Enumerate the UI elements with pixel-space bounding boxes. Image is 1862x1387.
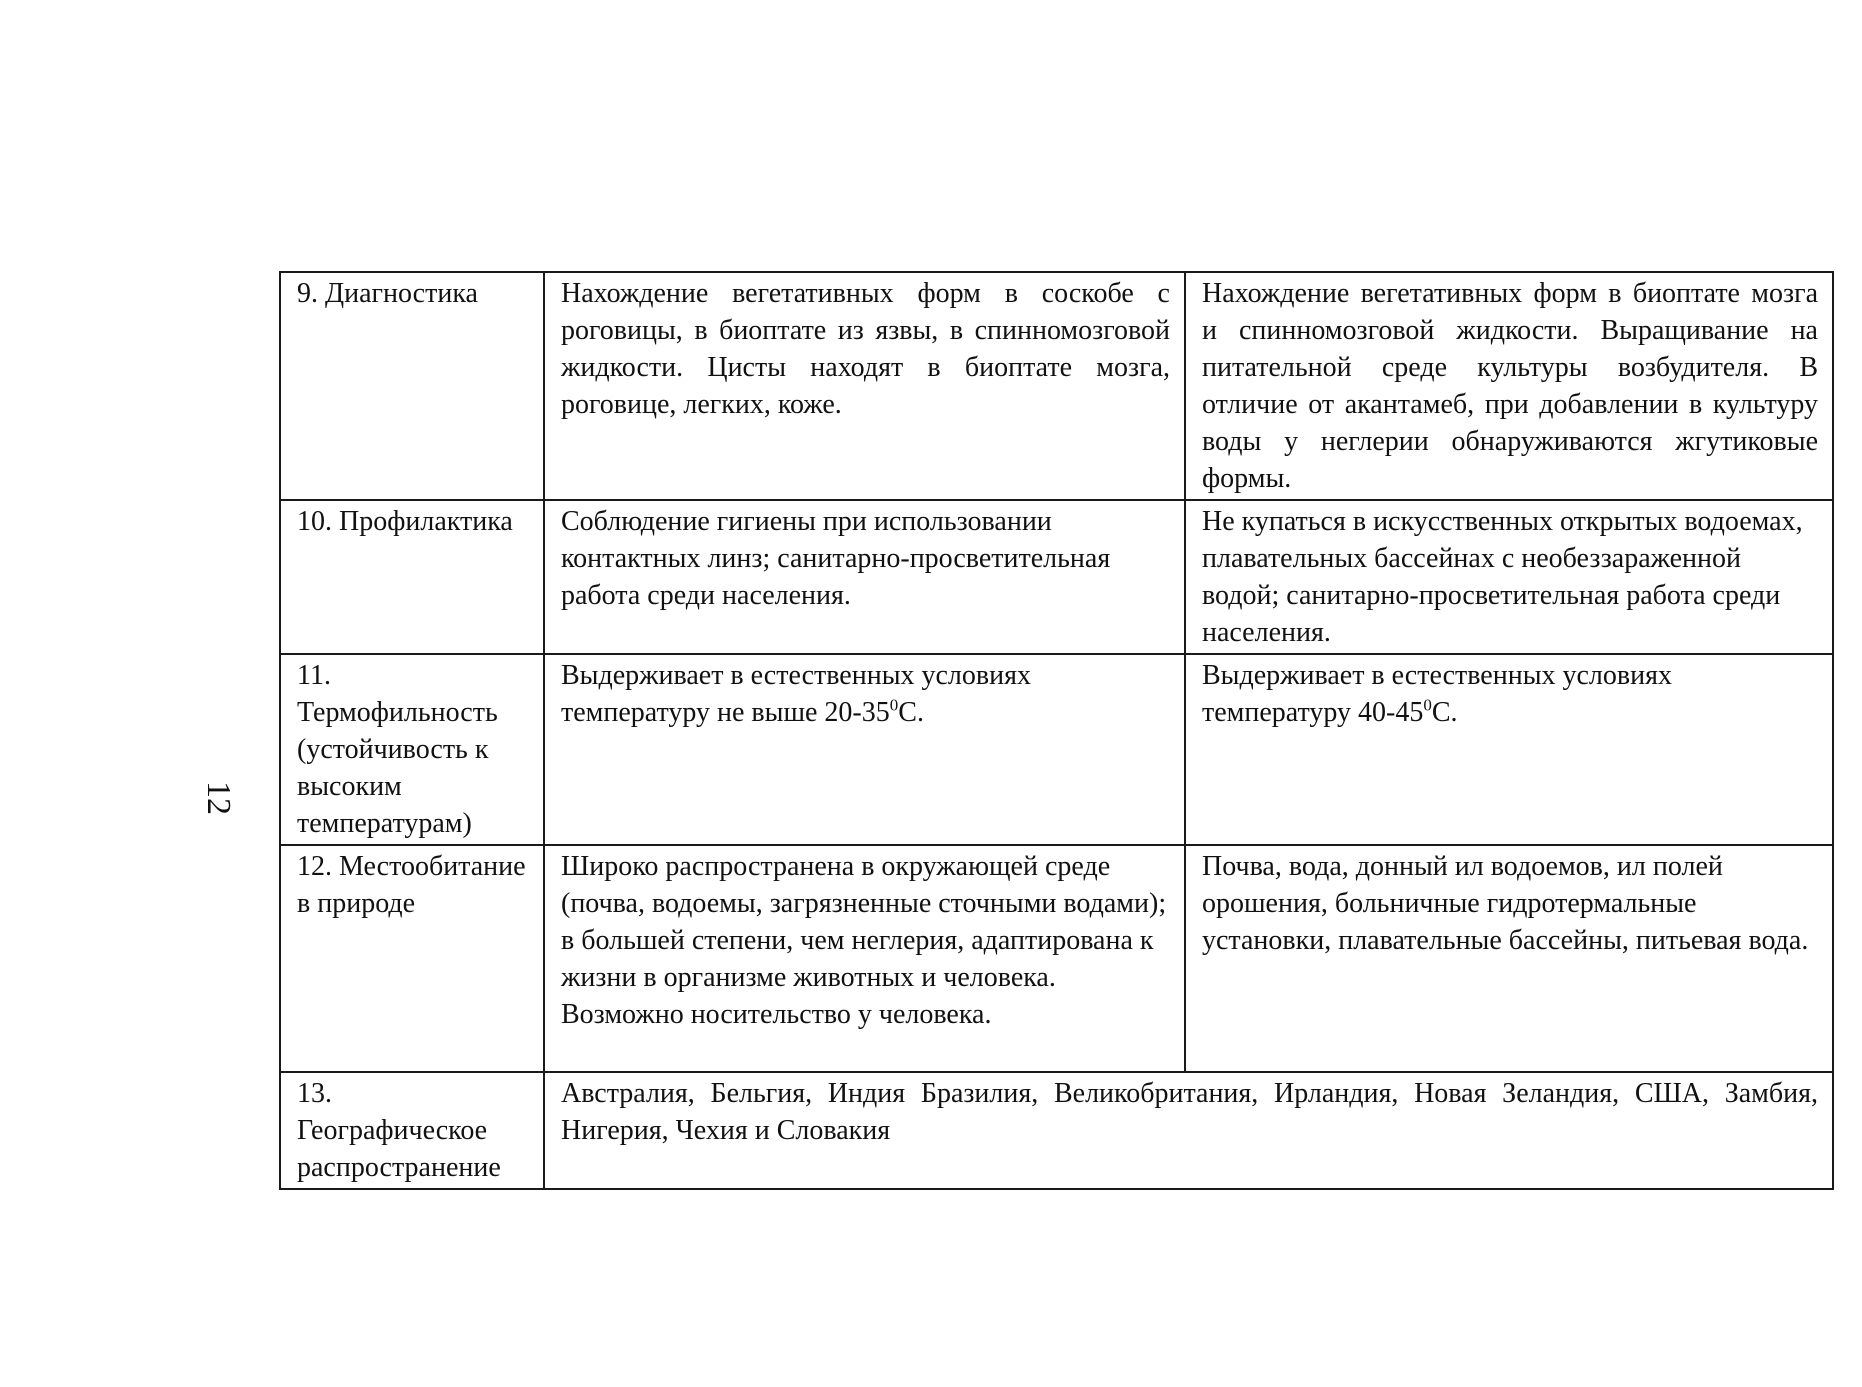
cell-acanthamoeba-diagnostics: Нахождение вегетативных форм в соскобе с роговицы, в биоптате из язвы, в спинномозговой жидкости. Цисты находят в биоптате мозга, роговице, легких, коже.	[544, 272, 1185, 500]
cell-naegleria-diagnostics: Нахождение вегетативных форм в биоптате мозга и спинномозговой жидкости. Выращивание на питательной среде культуры возбудителя. В отличие от акантамеб, при добавлении в культуру воды у неглерии обнаруживаются жгутиковые формы.	[1185, 272, 1833, 500]
table-row	[280, 845, 1833, 1072]
temperature-unit: С.	[898, 697, 924, 728]
cell-acanthamoeba-prevention: Соблюдение гигиены при использовании контактных линз; санитарно-просветительная работа среди населения.	[544, 500, 1185, 654]
degree-superscript: 0	[889, 695, 899, 715]
cell-acanthamoeba-habitat: Широко распространена в окружающей среде (почва, водоемы, загрязненные сточными водами); в большей степени, чем неглерия, адаптирована к жизни в организме животных и человека. Возможно носительство у человека.	[544, 845, 1185, 1072]
cell-geography-merged: Австралия, Бельгия, Индия Бразилия, Великобритания, Ирландия, Новая Зеландия, США, Замбия, Нигерия, Чехия и Словакия	[544, 1072, 1833, 1189]
table-row	[280, 654, 1833, 845]
cell-naegleria-prevention: Не купаться в искусственных открытых водоемах, плавательных бассейнах с необеззараженной водой; санитарно-просветительная работа среди населения.	[1185, 500, 1833, 654]
temperature-text: Выдерживает в естественных условиях температуру 40-45	[1202, 660, 1672, 728]
table-row	[280, 500, 1833, 654]
comparison-table	[279, 271, 1834, 1190]
cell-naegleria-thermophily	[1185, 654, 1833, 845]
page-number: 12	[200, 781, 237, 815]
table-row	[280, 272, 1833, 500]
row-label-prevention: 10. Профилактика	[280, 500, 544, 654]
cell-naegleria-habitat: Почва, вода, донный ил водоемов, ил полей орошения, больничные гидротермальные установки, плавательные бассейны, питьевая вода.	[1185, 845, 1833, 1072]
table-row	[280, 1072, 1833, 1189]
degree-superscript: 0	[1423, 695, 1432, 715]
temperature-unit: С.	[1431, 697, 1458, 728]
row-label-habitat: 12. Местообитание в природе	[280, 845, 544, 1072]
row-label-thermophily: 11. Термофильность (устойчивость к высоким температурам)	[280, 654, 544, 845]
row-label-geography: 13. Географическое распространение	[280, 1072, 544, 1189]
row-label-diagnostics: 9. Диагностика	[280, 272, 544, 500]
cell-acanthamoeba-thermophily	[544, 654, 1185, 845]
temperature-text: Выдерживает в естественных условиях температуру не выше 20-35	[561, 660, 1031, 728]
